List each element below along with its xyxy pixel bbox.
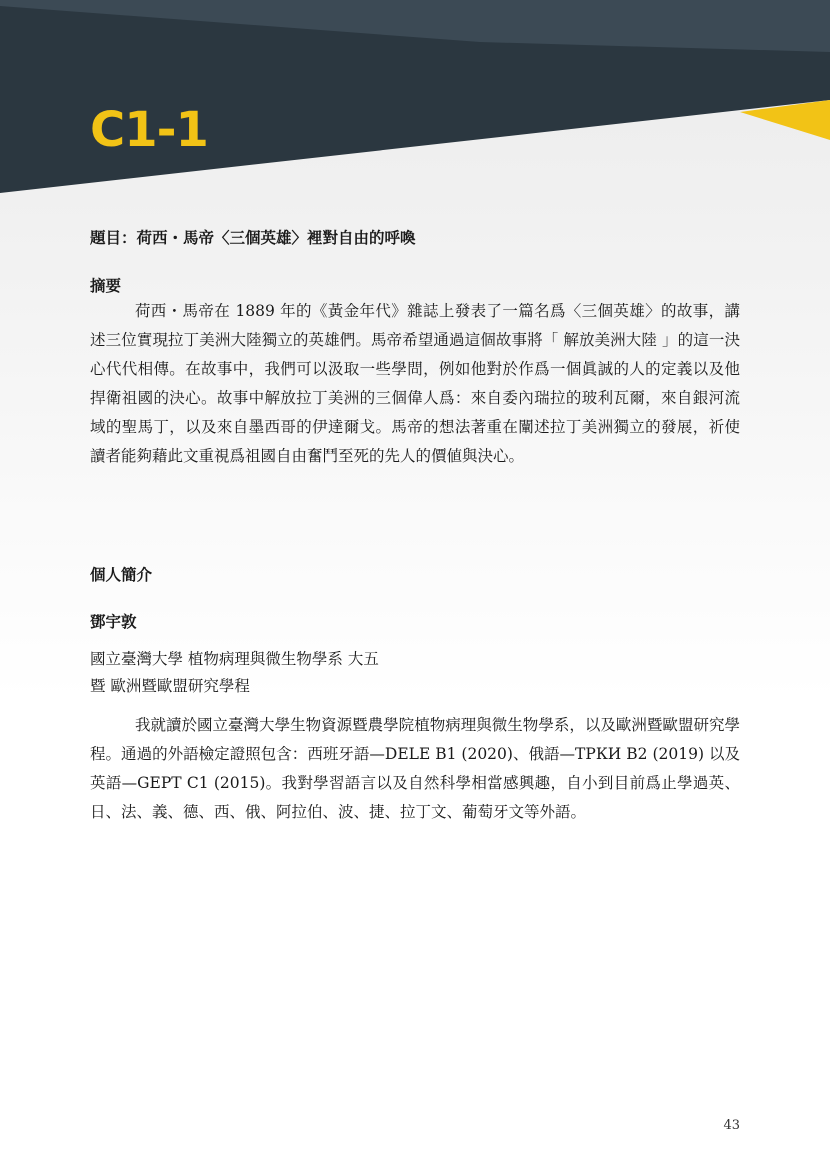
paper-title: 題目：荷西・馬帝〈三個英雄〉裡對自由的呼喚 [90,229,416,247]
author-name: 鄧宇敦 [90,613,137,631]
abstract-text: 荷西・馬帝在 1889 年的《黃金年代》雜誌上發表了一篇名爲〈三個英雄〉的故事，講述三位實現拉丁美洲大陸獨立的英雄們。馬帝希望通過這個故事將「 解放美洲大陸 」的這一決心代代相傳。在故事中，我們可以汲取一些學問，例如他對於作爲一個眞誠的人的定義以及他捍衛祖國的決心。故事中解放拉丁美洲的三個偉人爲：來自委內瑞拉的玻利瓦爾，來自銀河流域的聖馬丁，以及來自墨西哥的伊達爾戈。馬帝的想法著重在闡述拉丁美洲獨立的發展，祈使讀者能夠藉此文重視爲祖國自由奮鬥至死的先人的價値與決心。 [90,302,740,465]
chapter-code: C1-1 [90,102,208,158]
author-bio: 我就讀於國立臺灣大學生物資源暨農學院植物病理與微生物學系，以及歐洲暨歐盟研究學程。通過的外語檢定證照包含：西班牙語—DELE B1 (2020)、俄語—ТРКИ B2 (2019) 以及英語—GEPT C1 (2015)。我對學習語言以及自然科學相當感興趣，自小到目前爲止學過英、日、法、義、德、西、俄、阿拉伯、波、捷、拉丁文、葡萄牙文等外語。 [90,716,740,821]
header-banner [0,0,830,200]
author-affiliation-line1: 國立臺灣大學 植物病理與微生物學系 大五 [90,650,379,668]
author-affiliation-line2: 暨 歐洲暨歐盟研究學程 [90,677,250,695]
profile-heading: 個人簡介 [90,566,153,584]
page-number: 43 [723,1118,740,1133]
abstract-heading: 摘要 [90,277,122,295]
